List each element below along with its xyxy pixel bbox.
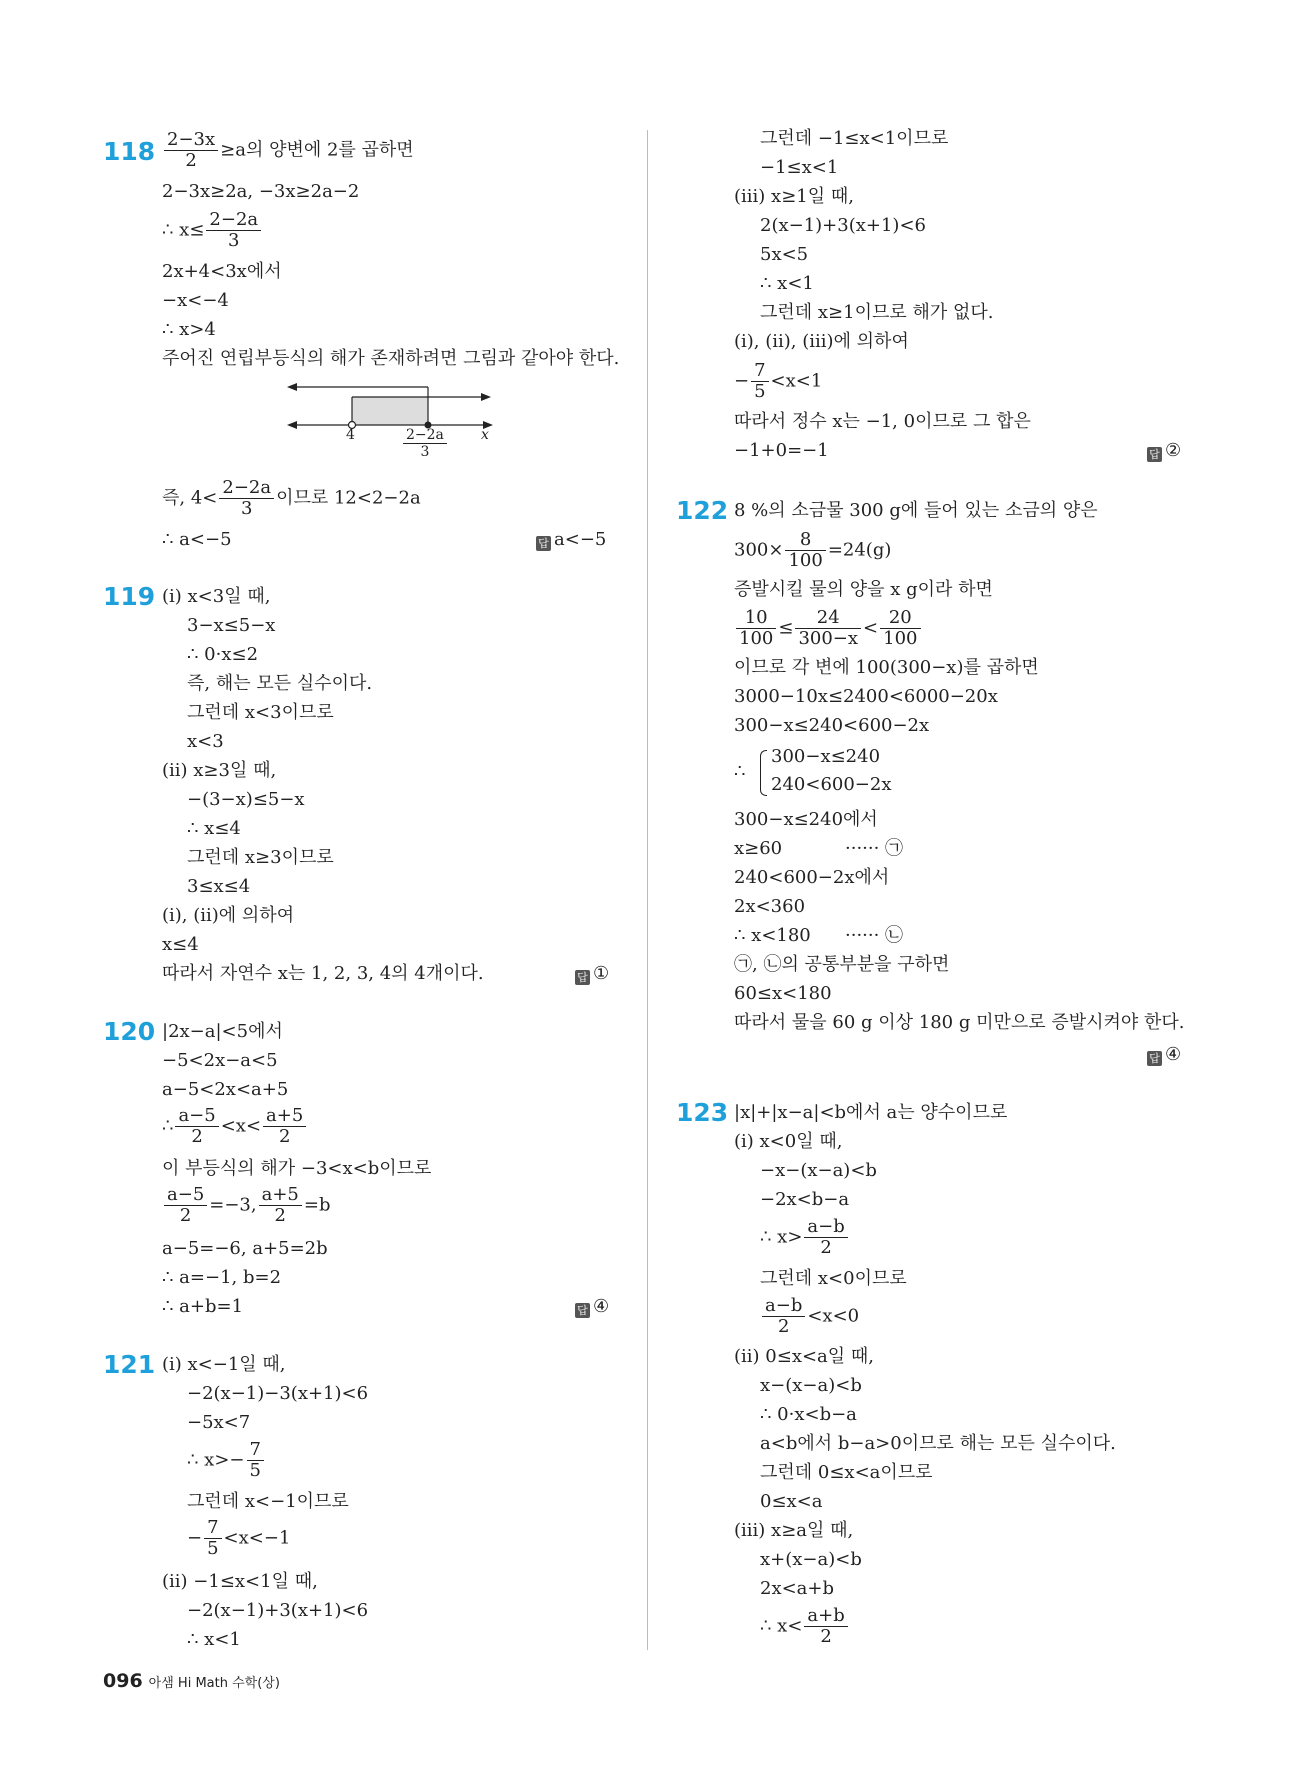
p121-line-5: 그런데 x<−1이므로	[187, 1491, 349, 1512]
p119-line: 그런데 x<3이므로	[187, 702, 334, 723]
p120-line-2: −5<2x−a<5	[162, 1050, 278, 1071]
problem-number-123: 123	[676, 1098, 729, 1127]
p119-line: (ⅰ) x<3일 때,	[162, 586, 271, 607]
p121-line-7: (ⅱ) −1≤x<1일 때,	[162, 1571, 318, 1592]
p121-r-line-6: ∴ x<1	[760, 273, 814, 294]
p121-line-9: ∴ x<1	[187, 1629, 241, 1650]
p121-answer: 답 ②	[1147, 439, 1181, 463]
p119-line: x≤4	[162, 934, 199, 955]
p119-answer: 답 ①	[575, 962, 609, 986]
problem-number-119: 119	[103, 582, 156, 611]
problem-number-122: 122	[676, 496, 729, 525]
p123-line-9: x−(x−a)<b	[760, 1375, 862, 1396]
p122-system-b: 240<600−2x	[771, 774, 892, 795]
p122-line-7: 300−x≤240<600−2x	[734, 715, 930, 736]
p119-line: (ⅰ), (ⅱ)에 의하여	[162, 905, 295, 926]
p120-line-1: |2x−a|<5에서	[162, 1021, 283, 1042]
p119-line: x<3	[187, 731, 224, 752]
p119-line: 3−x≤5−x	[187, 615, 276, 636]
p123-line-1: |x|+|x−a|<b에서 a는 양수이므로	[734, 1102, 1008, 1123]
p120-line-8: ∴ a=−1, b=2	[162, 1267, 282, 1288]
p122-line-12: 2x<360	[734, 896, 806, 917]
answer-icon: 답	[575, 1303, 590, 1318]
p121-line-8: −2(x−1)+3(x+1)<6	[187, 1600, 369, 1621]
p123-line-13: 0≤x<a	[760, 1491, 823, 1512]
p123-line-17: ∴ x< $\frac{a+b}{2}$	[760, 1606, 850, 1647]
p122-line-2: 300× $\frac{8}{100}$ =24(g)	[734, 529, 892, 571]
p119-line: ∴ 0·x≤2	[187, 644, 259, 665]
book-title: 아샘 Hi Math 수학(상)	[148, 1676, 280, 1691]
fraction: $\frac{2-3x}{2}$	[164, 130, 218, 171]
p121-r-line-10: 따라서 정수 x는 −1, 0이므로 그 합은	[734, 411, 1031, 432]
p118-line-3: ∴ x≤ $\frac{2-2a}{3}$	[162, 210, 263, 251]
page-number: 096	[103, 1670, 143, 1692]
p123-line-8: (ⅱ) 0≤x<a일 때,	[734, 1346, 874, 1367]
p118-line-7: 주어진 연립부등식의 해가 존재하려면 그림과 같아야 한다.	[162, 348, 620, 369]
p122-line-5: 이므로 각 변에 100(300−x)를 곱하면	[734, 657, 1039, 678]
p119-line: 3≤x≤4	[187, 876, 251, 897]
p118-line-4: 2x+4<3x에서	[162, 261, 282, 282]
p122-line-15: 60≤x<180	[734, 983, 832, 1004]
p123-line-10: ∴ 0·x<b−a	[760, 1404, 857, 1425]
p123-line-2: (ⅰ) x<0일 때,	[734, 1131, 843, 1152]
p123-line-5: ∴ x> $\frac{a-b}{2}$	[760, 1217, 850, 1258]
p118-line-1: $\frac{2-3x}{2}$ ≥a의 양변에 2를 곱하면	[162, 130, 414, 171]
p121-line-4: ∴ x>− $\frac{7}{5}$	[187, 1440, 266, 1481]
p119-line: ∴ x≤4	[187, 818, 241, 839]
p122-line-1: 8 %의 소금물 300 g에 들어 있는 소금의 양은	[734, 500, 1098, 521]
p118-line-6: ∴ x>4	[162, 319, 216, 340]
p123-line-12: 그런데 0≤x<a이므로	[760, 1462, 933, 1483]
answer-icon: 답	[1147, 1051, 1162, 1066]
overlap-region	[352, 397, 428, 425]
p120-line-7: a−5=−6, a+5=2b	[162, 1238, 328, 1259]
p121-line-2: −2(x−1)−3(x+1)<6	[187, 1383, 369, 1404]
fig-label-x: x	[481, 427, 489, 443]
p122-line-16: 따라서 물을 60 g 이상 180 g 미만으로 증발시켜야 한다.	[734, 1012, 1185, 1033]
p118-answer: 답 a<−5	[536, 528, 606, 552]
p123-line-14: (ⅲ) x≥a일 때,	[734, 1520, 854, 1541]
p122-tag-2: ······ ㉡	[845, 925, 904, 946]
p119-line: (ⅱ) x≥3일 때,	[162, 760, 277, 781]
p122-tag-1: ······ ㉠	[845, 838, 904, 859]
p118-line-9: ∴ a<−5	[162, 529, 232, 550]
page-footer	[103, 1670, 280, 1692]
p119-line: 따라서 자연수 x는 1, 2, 3, 4의 4개이다.	[162, 963, 484, 984]
p122-line-14: ㉠, ㉡의 공통부분을 구하면	[734, 954, 950, 975]
right-arrowhead	[481, 393, 491, 401]
p122-line-9: 300−x≤240에서	[734, 809, 878, 830]
p123-line-4: −2x<b−a	[760, 1189, 850, 1210]
p118-line-2: 2−3x≥2a, −3x≥2a−2	[162, 181, 360, 202]
p122-line-8-therefore: ∴	[734, 761, 746, 782]
fig-label-frac: $\frac{2-2a}{3}$	[401, 427, 449, 460]
answer-icon: 답	[1147, 447, 1162, 462]
p120-line-5: 이 부등식의 해가 −3<x<b이므로	[162, 1158, 432, 1179]
p120-line-9: ∴ a+b=1	[162, 1296, 244, 1317]
p121-r-line-8: (ⅰ), (ⅱ), (ⅲ)에 의하여	[734, 331, 909, 352]
answer-icon: 답	[575, 970, 590, 985]
p122-line-4: $\frac{10}{100}$ ≤ $\frac{24}{300-x}$ < $\frac{20}{100}$	[734, 608, 923, 649]
p121-r-line-7: 그런데 x≥1이므로 해가 없다.	[760, 302, 994, 323]
p121-r-line-3: (ⅲ) x≥1일 때,	[734, 186, 854, 207]
p119-line: 즉, 해는 모든 실수이다.	[187, 673, 373, 694]
p122-line-3: 증발시킬 물의 양을 x g이라 하면	[734, 579, 993, 600]
p121-r-line-4: 2(x−1)+3(x+1)<6	[760, 215, 926, 236]
p123-line-15: x+(x−a)<b	[760, 1549, 862, 1570]
p121-line-1: (ⅰ) x<−1일 때,	[162, 1354, 286, 1375]
p121-r-line-11: −1+0=−1	[734, 440, 829, 461]
p121-r-line-1: 그런데 −1≤x<1이므로	[760, 128, 949, 149]
column-divider	[647, 130, 648, 1650]
p122-answer: 답 ④	[1147, 1043, 1181, 1067]
p121-line-3: −5x<7	[187, 1412, 251, 1433]
fraction: $\frac{2-2a}{3}$	[206, 210, 261, 251]
problem-number-118: 118	[103, 137, 156, 166]
problem-number-121: 121	[103, 1350, 156, 1379]
fig-label-4: 4	[346, 427, 355, 443]
problem-number-120: 120	[103, 1017, 156, 1046]
p122-system-a: 300−x≤240	[771, 746, 881, 767]
p123-line-3: −x−(x−a)<b	[760, 1160, 877, 1181]
p118-line-8: 즉, 4< $\frac{2-2a}{3}$ 이므로 12<2−2a	[162, 477, 421, 519]
p123-line-16: 2x<a+b	[760, 1578, 835, 1599]
number-line-figure	[285, 375, 505, 465]
p120-line-6: $\frac{a-5}{2}$ =−3, $\frac{a+5}{2}$ =b	[162, 1185, 330, 1226]
p122-line-13: ∴ x<180	[734, 925, 811, 946]
p120-line-3: a−5<2x<a+5	[162, 1079, 289, 1100]
p120-answer: 답 ④	[575, 1295, 609, 1319]
p121-line-6: − $\frac{7}{5}$ <x<−1	[187, 1517, 291, 1559]
system-brace	[760, 750, 767, 796]
p123-line-6: 그런데 x<0이므로	[760, 1268, 907, 1289]
answer-icon: 답	[536, 536, 551, 551]
left-arrowhead	[287, 383, 297, 391]
p121-r-line-9: − $\frac{7}{5}$ <x<1	[734, 360, 823, 402]
p122-line-10: x≥60	[734, 838, 783, 859]
p119-line: 그런데 x≥3이므로	[187, 847, 334, 868]
p122-line-6: 3000−10x≤2400<6000−20x	[734, 686, 998, 707]
p119-line: −(3−x)≤5−x	[187, 789, 305, 810]
p123-line-7: $\frac{a-b}{2}$ <x<0	[760, 1296, 859, 1337]
p121-r-line-2: −1≤x<1	[760, 157, 839, 178]
p122-line-11: 240<600−2x에서	[734, 867, 890, 888]
p118-line-5: −x<−4	[162, 290, 229, 311]
p123-line-11: a<b에서 b−a>0이므로 해는 모든 실수이다.	[760, 1433, 1116, 1454]
p120-line-4: ∴ $\frac{a-5}{2}$ <x< $\frac{a+5}{2}$	[162, 1106, 308, 1147]
p121-r-line-5: 5x<5	[760, 244, 809, 265]
